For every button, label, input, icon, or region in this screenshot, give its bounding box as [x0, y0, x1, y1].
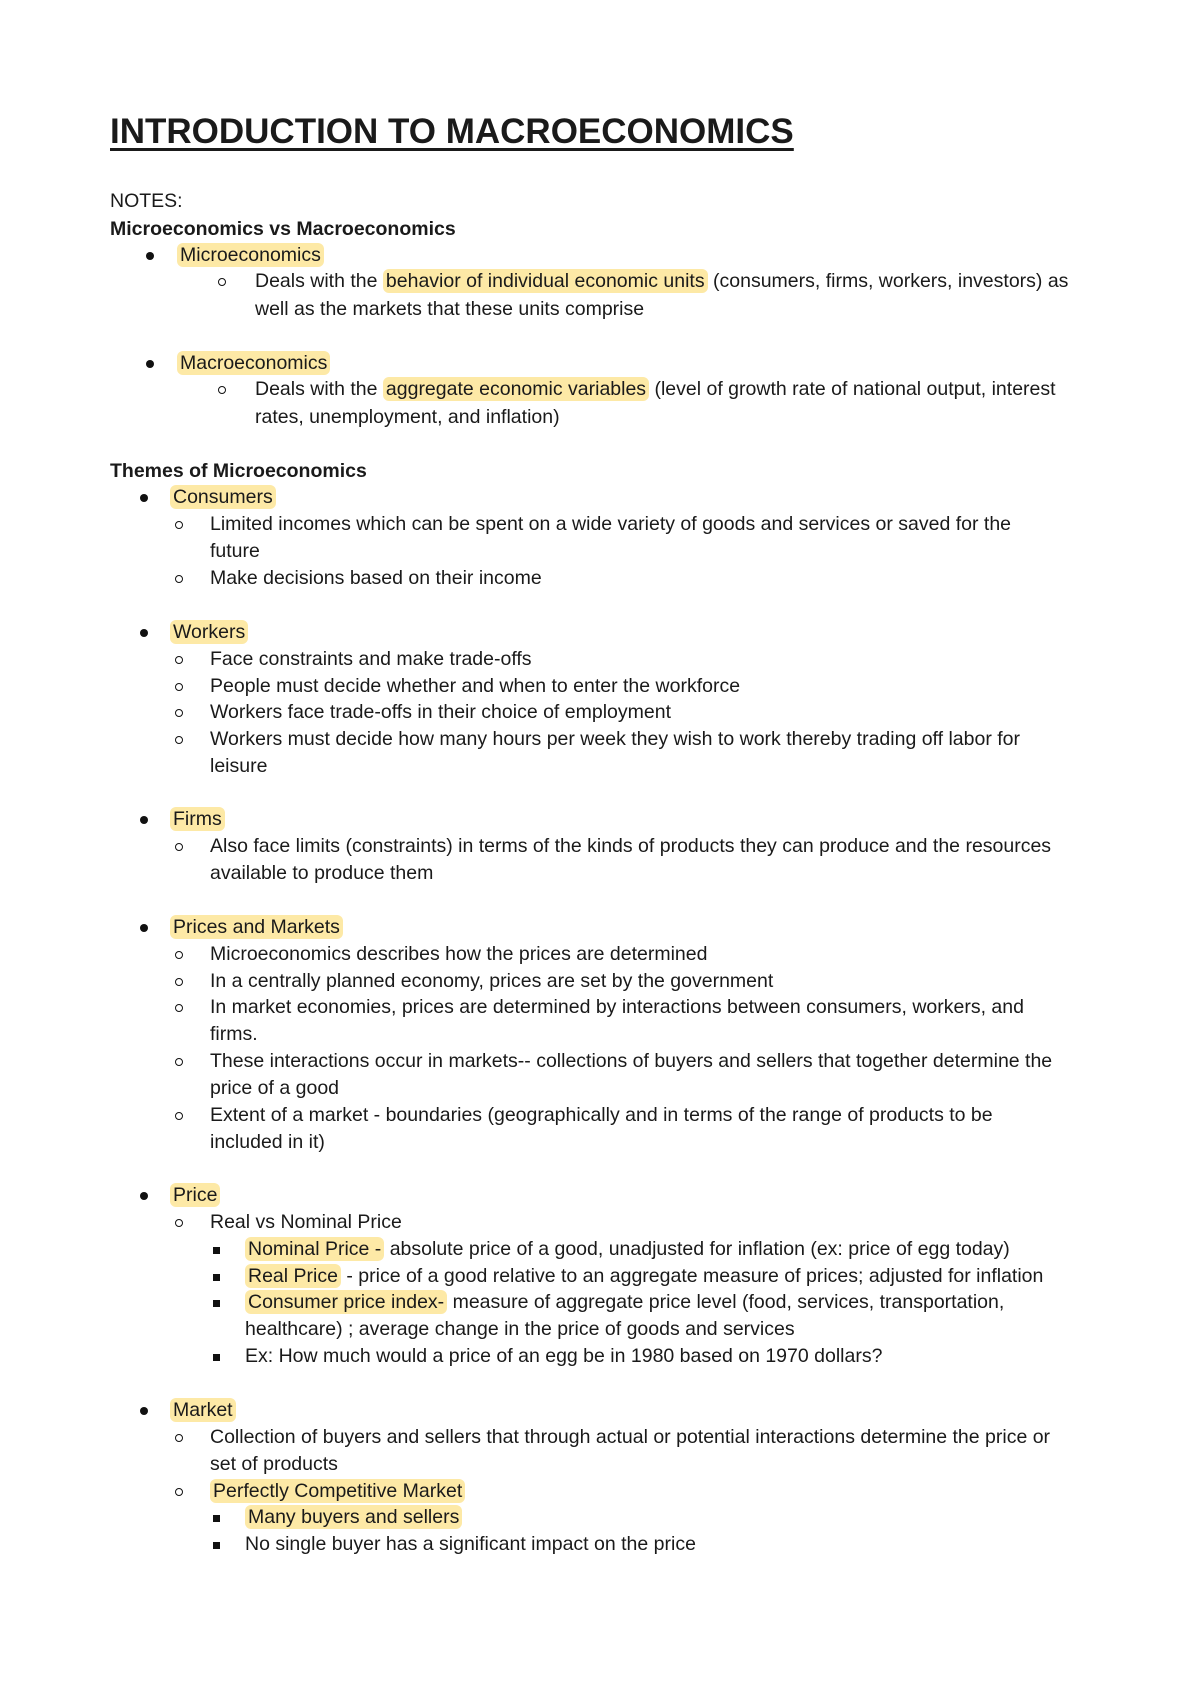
bullet-circle: [172, 1478, 186, 1504]
list-item: Workers face trade-offs in their choice of employment: [210, 701, 671, 723]
item-macroeconomics: [177, 350, 330, 376]
list-item-cont: leisure: [210, 755, 268, 777]
list-item: Collection of buyers and sellers that through actual or potential interactions determine the price or: [210, 1426, 1051, 1448]
example-item: Ex: How much would a price of an egg be in 1980 based on 1970 dollars?: [245, 1345, 883, 1367]
highlight: aggregate economic variables: [383, 377, 649, 401]
bullet-disc: [137, 484, 151, 510]
bullet-square: [209, 1289, 223, 1315]
list-item: Extent of a market - boundaries (geographically and in terms of the range of products to be: [210, 1104, 993, 1126]
item-perfectly-competitive-market: [210, 1478, 465, 1504]
list-item-cont: future: [210, 540, 260, 562]
bullet-square: [209, 1504, 223, 1530]
bullet-circle: [172, 1048, 186, 1074]
item-microeconomics: [177, 242, 324, 268]
bullet-circle: [172, 726, 186, 752]
bullet-square: [209, 1531, 223, 1557]
list-item-cont: firms.: [210, 1023, 258, 1045]
micro-description: Deals with the behavior of individual economic units (consumers, firms, workers, investors) as: [255, 270, 1069, 292]
list-item-cont: available to produce them: [210, 862, 434, 884]
notes-label: NOTES:: [110, 190, 183, 212]
bullet-disc: [137, 619, 151, 645]
bullet-circle: [172, 511, 186, 537]
section-heading-themes: Themes of Microeconomics: [110, 460, 367, 482]
list-item: Limited incomes which can be spent on a wide variety of goods and services or saved for the: [210, 513, 1012, 535]
bullet-circle: [172, 673, 186, 699]
list-item: Workers must decide how many hours per week they wish to work thereby trading off labor for: [210, 728, 1020, 750]
highlight: Prices and Markets: [170, 915, 343, 939]
bullet-circle: [172, 1424, 186, 1450]
highlight: Market: [170, 1398, 236, 1422]
bullet-circle: [215, 268, 229, 294]
bullet-circle: [172, 565, 186, 591]
highlight: Many buyers and sellers: [245, 1505, 462, 1529]
list-item: Face constraints and make trade-offs: [210, 648, 532, 670]
list-item: In market economies, prices are determined by interactions between consumers, workers, and: [210, 996, 1024, 1018]
bullet-square: [209, 1343, 223, 1369]
bullet-square: [209, 1263, 223, 1289]
item-consumers: [170, 484, 276, 510]
list-item: People must decide whether and when to enter the workforce: [210, 675, 741, 697]
bullet-circle: [172, 941, 186, 967]
bullet-circle: [172, 699, 186, 725]
nominal-price-item: Nominal Price - absolute price of a good, unadjusted for inflation (ex: price of egg today): [245, 1236, 1010, 1262]
bullet-disc: [137, 1182, 151, 1208]
bullet-disc: [143, 242, 157, 268]
bullet-circle: [172, 1209, 186, 1235]
bullet-disc: [137, 1397, 151, 1423]
highlight: Microeconomics: [177, 243, 324, 267]
bullet-disc: [137, 806, 151, 832]
highlight: Nominal Price -: [245, 1237, 384, 1261]
list-item: Microeconomics describes how the prices are determined: [210, 943, 708, 965]
list-item: Also face limits (constraints) in terms of the kinds of products they can produce and the resources: [210, 835, 1052, 857]
list-item: In a centrally planned economy, prices are set by the government: [210, 970, 774, 992]
highlight: Consumer price index-: [245, 1290, 447, 1314]
cpi-item: Consumer price index- measure of aggregate price level (food, services, transportation,: [245, 1289, 1004, 1315]
item-market: [170, 1397, 236, 1423]
bullet-circle: [172, 1102, 186, 1128]
bullet-circle: [215, 376, 229, 402]
macro-description: Deals with the aggregate economic variables (level of growth rate of national output, interest: [255, 378, 1056, 400]
list-item: Make decisions based on their income: [210, 567, 542, 589]
list-item: These interactions occur in markets-- collections of buyers and sellers that together determine the: [210, 1050, 1053, 1072]
item-firms: [170, 806, 225, 832]
highlight: Firms: [170, 807, 225, 831]
section-heading-micro-vs-macro: Microeconomics vs Macroeconomics: [110, 218, 456, 240]
list-item: Real vs Nominal Price: [210, 1211, 402, 1233]
highlight: Perfectly Competitive Market: [210, 1479, 465, 1503]
item-prices-and-markets: [170, 914, 343, 940]
pcm-item: [245, 1504, 462, 1530]
bullet-disc: [137, 914, 151, 940]
real-price-item: Real Price - price of a good relative to an aggregate measure of prices; adjusted for inflation: [245, 1263, 1043, 1289]
item-price: [170, 1182, 220, 1208]
highlight: Workers: [170, 620, 248, 644]
bullet-circle: [172, 968, 186, 994]
bullet-square: [209, 1236, 223, 1262]
bullet-circle: [172, 994, 186, 1020]
highlight: Macroeconomics: [177, 351, 330, 375]
bullet-disc: [143, 350, 157, 376]
pcm-item: No single buyer has a significant impact on the price: [245, 1533, 696, 1555]
micro-description-cont: well as the markets that these units comprise: [255, 298, 645, 320]
list-item-cont: set of products: [210, 1453, 338, 1475]
highlight: Consumers: [170, 485, 276, 509]
bullet-circle: [172, 833, 186, 859]
cpi-item-cont: healthcare) ; average change in the price of goods and services: [245, 1318, 795, 1340]
highlight: Real Price: [245, 1264, 341, 1288]
highlight: behavior of individual economic units: [383, 269, 708, 293]
document-title: INTRODUCTION TO MACROECONOMICS: [110, 112, 794, 151]
bullet-circle: [172, 646, 186, 672]
list-item-cont: price of a good: [210, 1077, 340, 1099]
macro-description-cont: rates, unemployment, and inflation): [255, 406, 560, 428]
item-workers: [170, 619, 248, 645]
list-item-cont: included in it): [210, 1131, 325, 1153]
highlight: Price: [170, 1183, 220, 1207]
